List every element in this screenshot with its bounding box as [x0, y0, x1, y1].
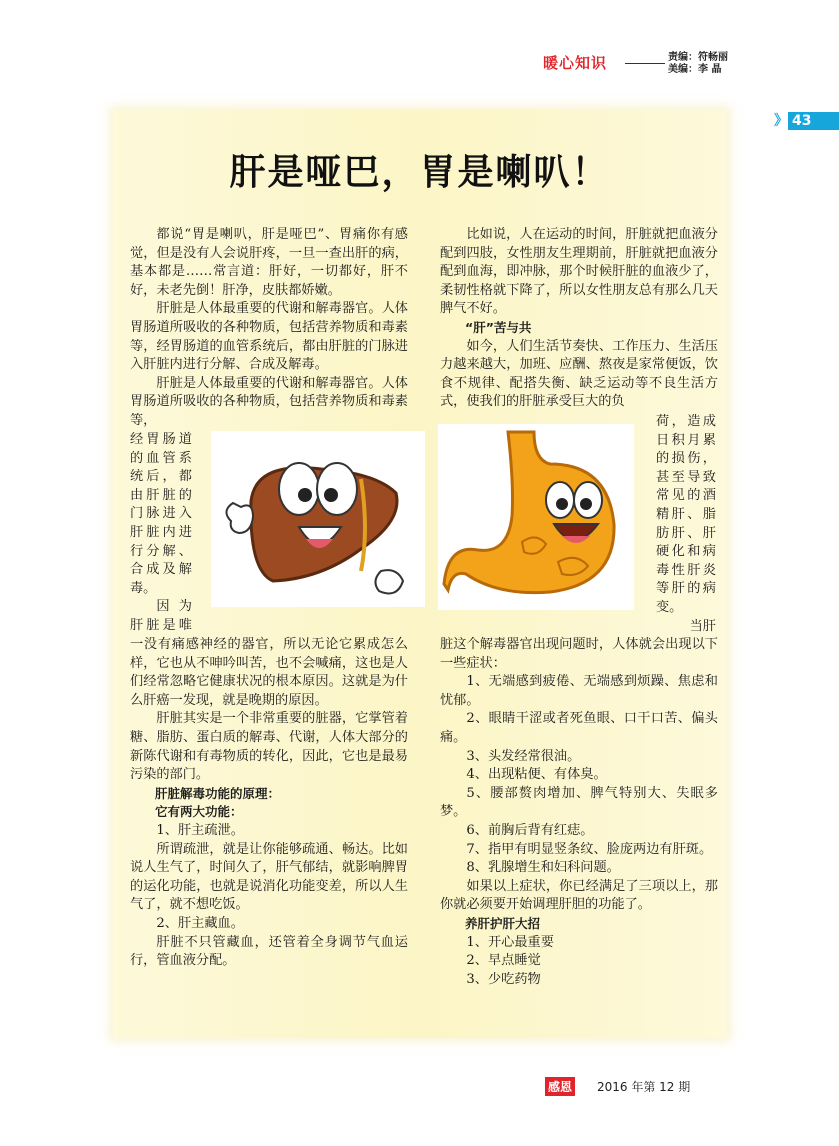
article-title: 肝是哑巴，胃是喇叭！ — [229, 152, 610, 193]
paragraph: 如今，人们生活节奏快、工作压力、生活压力越来越大，加班、应酬、熬夜是家常便饭，饮食不规律、配搭失衡、缺乏运动等不良生活方式，使我们的肝脏承受巨大的负 — [440, 338, 718, 410]
section-title: 暖心知识 — [543, 54, 608, 72]
wrap-line: 的血管系 — [130, 450, 192, 466]
page-arrows-icon: 》 — [774, 113, 788, 129]
wrap-line: 因为 — [156, 599, 192, 615]
wrap-line: 统后，都 — [130, 469, 192, 485]
paragraph: 一没有痛感神经的器官，所以无论它累成怎么样，它也从不呻吟叫苦，也不会喊痛，这也是人们经常忽略它健康状况的根本原因。这就是为什么肝癌一发现，就是晚期的原因。 — [130, 637, 408, 708]
wrap-line: 门脉进入 — [130, 506, 192, 522]
page-number: 43 — [788, 112, 839, 130]
paragraph: 所谓疏泄，就是让你能够疏通、畅达。比如说人生气了，时间久了，肝气郁结，就影响脾胃的运化功能，也就是说消化功能变差，所以人生气了，就不想吃饭。 — [130, 841, 408, 913]
magazine-brand-logo: 感恩 — [545, 1077, 575, 1096]
wrap-line: 毒。 — [130, 580, 157, 596]
right-wrap-text — [656, 413, 716, 636]
subheading: “肝”苦与共 — [465, 319, 532, 335]
right-column-top — [440, 226, 718, 412]
wrap-line: 合成及解 — [130, 562, 192, 578]
paragraph: 肝脏其实是一个非常重要的脏器，它掌管着糖、脂肪、蛋白质的解毒、代谢，人体大部分的新陈代谢和有毒物质的转化，因此，它也是最易污染的部门。 — [130, 711, 408, 783]
wrap-line: 常见的酒 — [656, 488, 716, 504]
designer-credit: 美编：李 晶 — [668, 64, 722, 75]
wrap-line: 硬化和病 — [656, 544, 716, 560]
wrap-line: 甚至导致 — [656, 469, 716, 485]
symptom-item: 3、头发经常很油。 — [466, 748, 581, 764]
wrap-line: 等肝的病 — [656, 581, 716, 597]
symptom-item: 6、前胸后背有红痣。 — [466, 822, 594, 838]
paragraph: 比如说，人在运动的时间，肝脏就把血液分配到四肢，女性朋友生理期前，肝脏就把血液分配到血海，即冲脉，那个时候肝脏的血液少了，柔韧性格就下降了，所以女性朋友总有那么几天脾气不好。 — [440, 227, 718, 317]
symptom-item: 2、眼睛干涩或者死鱼眼、口干口苦、偏头痛。 — [440, 711, 718, 745]
stomach-icon — [438, 424, 634, 610]
symptom-item: 8、乳腺增生和妇科问题。 — [466, 860, 620, 876]
liver-cartoon-image — [211, 431, 425, 607]
symptom-item: 5、腰部赘肉增加、脾气特别大、失眠多梦。 — [440, 785, 718, 820]
wrap-line: 肝脏内进 — [130, 524, 192, 540]
wrap-line: 精肝、脂 — [656, 506, 716, 522]
symptom-item: 1、无端感到疲倦、无端感到烦躁、焦虑和忧郁。 — [440, 674, 718, 708]
paragraph: 都说“胃是喇叭，肝是哑巴”、胃痛你有感觉，但是没有人会说肝疼，一旦一查出肝的病，基本都是……常言道：肝好，一切都好，肝不好，未老先倒！肝净，皮肤都娇嫩。 — [130, 227, 408, 298]
right-column-bottom — [440, 636, 718, 989]
wrap-line: 肪肝、肝 — [656, 525, 716, 541]
symptom-item: 4、出现粘便、有体臭。 — [466, 767, 607, 783]
paragraph: 肝脏是人体最重要的代谢和解毒器官。人体胃肠道所吸收的各种物质，包括营养物质和毒素等，经胃肠道的血管系统后，都由肝脏的门脉进入肝脏内进行分解、合成及解毒。 — [130, 301, 408, 373]
wrap-line: 肝脏是唯 — [130, 617, 192, 633]
wrap-line: 日积月累 — [656, 432, 716, 448]
wrap-line: 毒性肝炎 — [656, 562, 716, 578]
issue-label: 2016 年第 12 期 — [597, 1080, 691, 1094]
subheading: 养肝护肝大招 — [465, 915, 541, 931]
paragraph: 如果以上症状，你已经满足了三项以上，那你就必须要开始调理肝胆的功能了。 — [440, 878, 718, 913]
wrap-line: 的损伤， — [656, 451, 716, 467]
paragraph: 脏这个解毒器官出现问题时，人体就会出现以下一些症状： — [440, 637, 718, 671]
wrap-line: 经胃肠道 — [130, 432, 192, 447]
subheading: 肝脏解毒功能的原理： — [155, 785, 281, 801]
wrap-line: 行分解、 — [130, 543, 192, 559]
wrap-line: 变。 — [656, 599, 683, 615]
liver-icon — [211, 431, 425, 607]
left-column-bottom — [130, 636, 408, 971]
function-item: 2、肝主藏血。 — [156, 915, 244, 931]
subheading: 它有两大功能： — [155, 804, 243, 820]
editor-credits — [668, 52, 728, 76]
tip-item: 1、开心最重要 — [466, 934, 554, 950]
stomach-cartoon-image — [438, 424, 634, 610]
tip-item: 3、少吃药物 — [466, 971, 541, 987]
left-wrap-text — [130, 431, 192, 636]
symptom-item: 7、指甲有明显竖条纹、脸庞两边有肝斑。 — [466, 841, 713, 857]
header-divider — [625, 63, 665, 64]
paragraph: 肝脏不只管藏血，还管着全身调节气血运行，管血液分配。 — [130, 934, 408, 969]
left-column-top — [130, 226, 408, 431]
editor-credit: 责编：符畅丽 — [668, 52, 728, 63]
wrap-line: 由肝脏的 — [130, 487, 192, 503]
function-item: 1、肝主疏泄。 — [156, 822, 244, 838]
wrap-line: 荷，造成 — [656, 414, 716, 429]
tip-item: 2、早点睡觉 — [466, 953, 541, 969]
wrap-line: 当肝 — [689, 618, 716, 634]
paragraph: 肝脏是人体最重要的代谢和解毒器官。人体胃肠道所吸收的各种物质，包括营养物质和毒素等， — [130, 375, 408, 428]
